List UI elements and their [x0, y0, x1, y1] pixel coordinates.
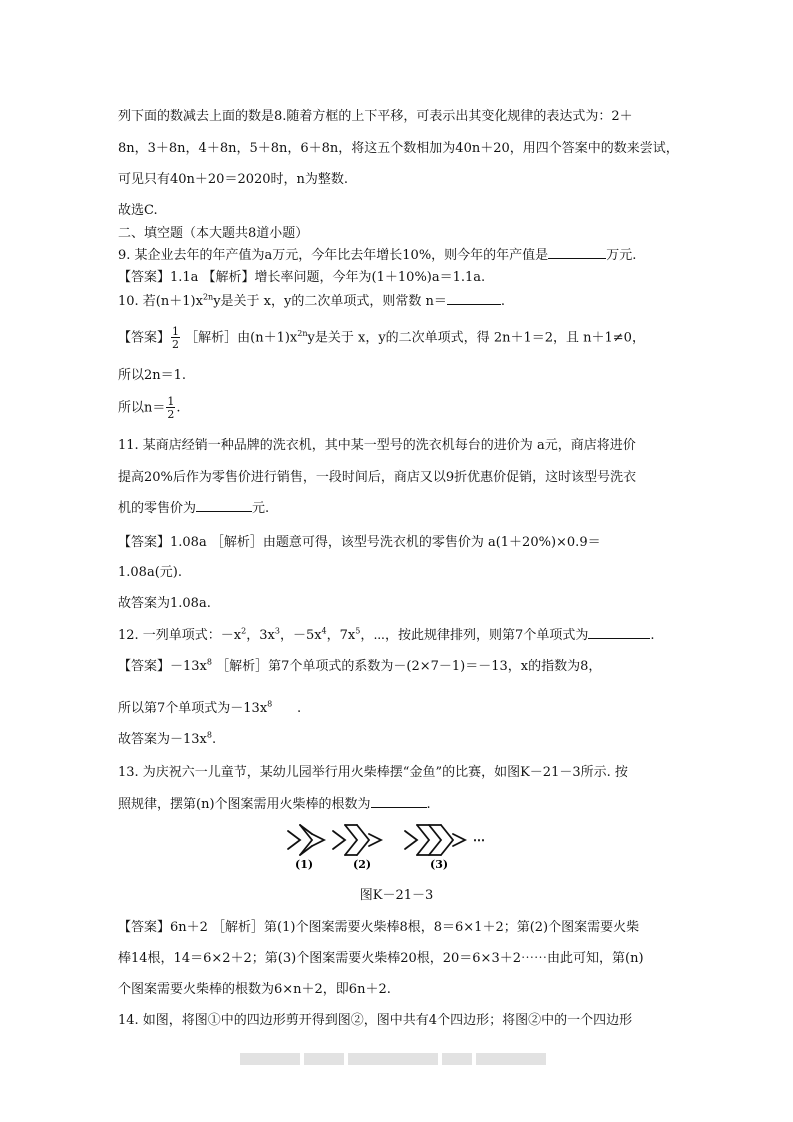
- text-line: [118, 396, 181, 420]
- answer-text: .: [176, 400, 181, 416]
- question-text: 元.: [252, 501, 270, 516]
- figure-label-1: (1): [295, 858, 314, 871]
- fraction: [171, 326, 180, 350]
- question-text: .: [500, 294, 505, 309]
- fish-pattern-2: [333, 825, 381, 855]
- denominator: 2: [172, 338, 180, 351]
- answer-blank: [588, 638, 650, 639]
- answer-text: .: [272, 701, 302, 716]
- answer-text: 所以n＝: [118, 400, 166, 416]
- question-text: y是关于 x，y的二次单项式，则常数 n＝: [213, 294, 447, 309]
- exponent: 2: [241, 626, 247, 636]
- answer-text: 故答案为－13x: [118, 732, 207, 747]
- question-text: 机的零售价为: [118, 501, 197, 516]
- fish-pattern-1: [288, 825, 324, 855]
- figure-label-3: (3): [430, 858, 449, 871]
- question-9: [118, 244, 636, 263]
- question-11: 11. 某商店经销一种品牌的洗衣机，其中某一型号的洗衣机每台的进价为 a元，商店将进价: [118, 438, 636, 453]
- figure-caption: 图K－21－3: [359, 888, 434, 903]
- text-line: 列下面的数减去上面的数是8.随着方框的上下平移，可表示出其变化规律的表达式为：2＋: [118, 109, 633, 124]
- blurred-footer: [240, 1053, 555, 1067]
- question-text: 12. 一列单项式：－x: [118, 628, 242, 643]
- text-line: 1.08a(元).: [118, 565, 182, 580]
- question-text: .: [426, 797, 431, 812]
- question-text: .: [650, 628, 655, 643]
- answer-label: 【答案】: [118, 330, 171, 346]
- figure-label-2: (2): [353, 858, 372, 871]
- fish-pattern-3: [405, 825, 465, 855]
- text-line: 提高20%后作为零售价进行销售，一段时间后，商店又以9折优惠价促销，这时该型号洗衣: [118, 470, 637, 485]
- fraction: [166, 396, 175, 420]
- answer-text: .: [211, 732, 217, 747]
- answer-text: ［解析］第7个单项式的系数为－(2×7－1)＝－13，x的指数为8，: [211, 659, 602, 674]
- question-text: 10. 若(n＋1)x: [118, 294, 203, 309]
- answer-10: [118, 326, 645, 350]
- text-line: [118, 728, 216, 747]
- text-line: 8n，3＋8n，4＋8n，5＋8n，6＋8n，将这五个数相加为40n＋20，用四个答案中的数来尝试，: [118, 141, 679, 156]
- exponent: 2n: [202, 292, 214, 302]
- question-text: 照规律，摆第(n)个图案需用火柴棒的根数为: [118, 797, 371, 812]
- text-line: 故选C.: [118, 203, 158, 218]
- text-line: 可见只有40n＋20＝2020时，n为整数.: [118, 172, 349, 187]
- exponent: 2n: [297, 329, 308, 339]
- question-12: [118, 624, 654, 643]
- numerator: 1: [172, 325, 180, 338]
- exponent: 8: [267, 699, 273, 709]
- answer-blank: [447, 304, 501, 305]
- text-line: [118, 497, 269, 516]
- text-line: 故答案为1.08a.: [118, 596, 211, 611]
- question-text: ，3x: [246, 628, 275, 643]
- answer-text: ［解析］由(n＋1)x: [181, 330, 298, 346]
- exponent: 3: [274, 626, 280, 636]
- text-line: 棒14根，14＝6×2＋2；第(3)个图案需要火柴棒20根，20＝6×3＋2⋯⋯由此可知，第(n): [118, 951, 644, 966]
- exponent: 4: [321, 626, 327, 636]
- denominator: 2: [167, 408, 175, 421]
- exponent: 8: [206, 657, 212, 667]
- matchstick-fish-figure: [285, 820, 515, 872]
- figure-ellipsis: ⋯: [473, 833, 485, 847]
- numerator: 1: [167, 395, 175, 408]
- question-text: ，⋯，按此规律排列，则第7个单项式为: [360, 628, 589, 643]
- answer-9: 【答案】1.1a 【解析】增长率问题，今年为(1＋10%)a＝1.1a.: [118, 270, 486, 285]
- exponent: 8: [206, 730, 212, 740]
- text-line: [118, 793, 431, 812]
- text-line: 所以2n＝1.: [118, 368, 187, 383]
- question-text: 9. 某企业去年的年产值为a万元，今年比去年增长10%，则今年的年产值是: [118, 248, 549, 263]
- answer-blank: [548, 258, 606, 259]
- answer-13: 【答案】6n＋2 ［解析］第(1)个图案需要火柴棒8根，8＝6×1＋2；第(2)个图案需要火柴: [118, 920, 640, 935]
- question-14: 14. 如图，将图①中的四边形剪开得到图②，图中共有4个四边形；将图②中的一个四边形: [118, 1013, 633, 1028]
- text-line: [118, 697, 301, 716]
- answer-11: 【答案】1.08a ［解析］由题意可得，该型号洗衣机的零售价为 a(1＋20%)×0.9＝: [118, 535, 601, 550]
- answer-text: y是关于 x，y的二次单项式，得 2n＋1＝2，且 n＋1≠0，: [307, 330, 645, 346]
- answer-text: 所以第7个单项式为－13x: [118, 701, 268, 716]
- text-line: 个图案需要火柴棒的根数为6×n＋2，即6n＋2.: [118, 982, 391, 997]
- question-13: 13. 为庆祝六一儿童节，某幼儿园举行用火柴棒摆“金鱼”的比赛，如图K－21－3所示. 按: [118, 765, 628, 780]
- answer-text: 【答案】－13x: [118, 659, 207, 674]
- answer-blank: [196, 511, 252, 512]
- question-text: ，－5x: [279, 628, 322, 643]
- answer-blank: [371, 807, 427, 808]
- section-heading: 二、填空题（本大题共8道小题）: [118, 226, 309, 241]
- question-text: 万元.: [606, 248, 637, 263]
- question-text: ，7x: [326, 628, 356, 643]
- question-10: [118, 290, 505, 309]
- answer-12: [118, 655, 601, 674]
- exponent: 5: [355, 626, 361, 636]
